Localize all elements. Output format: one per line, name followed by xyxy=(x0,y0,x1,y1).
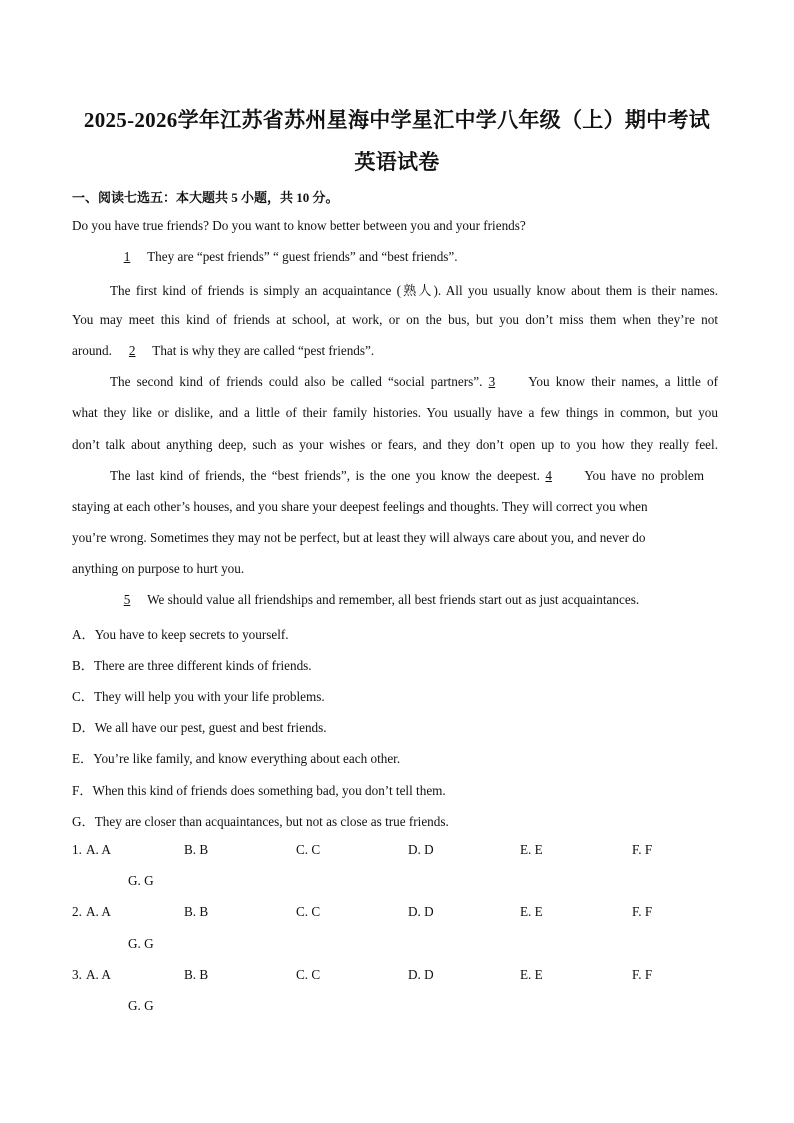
passage-intro: Do you have true friends? Do you want to know better between you and your friends? xyxy=(72,218,526,233)
option-f[interactable]: F. F xyxy=(632,904,653,919)
question-number: 3. xyxy=(72,967,82,982)
option-c[interactable]: C. C xyxy=(296,967,321,982)
paragraph-3-text-pre: The second kind of friends could also be called “social partners”. xyxy=(110,374,483,389)
answer-blank-2: 2 xyxy=(128,343,136,358)
option-e[interactable]: E. E xyxy=(520,904,543,919)
choice-f: F．When this kind of friends does something bad, you don’t tell them. xyxy=(72,783,446,798)
option-g[interactable]: G. G xyxy=(128,873,154,888)
paragraph-2-line-2: You may meet this kind of friends at school, at work, or on the bus, but you don’t miss them when they’re not xyxy=(72,312,718,327)
choice-g: G．They are closer than acquaintances, but not as close as true friends. xyxy=(72,814,449,829)
option-g[interactable]: G. G xyxy=(128,998,154,1013)
paragraph-3-text-post: You know their names, a little of xyxy=(528,374,719,389)
option-c[interactable]: C. C xyxy=(296,842,321,857)
option-g[interactable]: G. G xyxy=(128,936,154,951)
paragraph-2-line-3 xyxy=(72,343,374,359)
paragraph-1 xyxy=(110,249,458,265)
question-number: 2. xyxy=(72,904,82,919)
option-d[interactable]: D. D xyxy=(408,842,434,857)
paragraph-3-line-1 xyxy=(110,374,718,390)
option-a[interactable]: A. A xyxy=(86,842,111,857)
option-b[interactable]: B. B xyxy=(184,904,209,919)
exam-subtitle: 英语试卷 xyxy=(354,150,440,174)
exam-title: 2025-2026学年江苏省苏州星海中学星汇中学八年级（上）期中考试 xyxy=(83,108,711,132)
option-a[interactable]: A. A xyxy=(86,967,111,982)
paragraph-4-text-pre: The last kind of friends, the “best friends”, is the one you know the deepest. xyxy=(110,468,540,483)
choice-e: E．You’re like family, and know everything about each other. xyxy=(72,751,401,766)
option-e[interactable]: E. E xyxy=(520,842,543,857)
paragraph-5-text: We should value all friendships and remember, all best friends start out as just acquaintances. xyxy=(147,592,640,607)
paragraph-4-line-1 xyxy=(110,468,704,484)
option-d[interactable]: D. D xyxy=(408,904,434,919)
section-heading: 一、阅读七选五：本大题共 5 小题，共 10 分。 xyxy=(72,190,339,205)
option-c[interactable]: C. C xyxy=(296,904,321,919)
answer-blank-1: 1 xyxy=(123,249,131,264)
option-a[interactable]: A. A xyxy=(86,904,111,919)
paragraph-2-text-pre: around. xyxy=(72,343,112,358)
choice-c: C．They will help you with your life problems. xyxy=(72,689,325,704)
question-number: 1. xyxy=(72,842,82,857)
option-e[interactable]: E. E xyxy=(520,967,543,982)
paragraph-4-text-post: You have no problem xyxy=(584,468,705,483)
answer-blank-5: 5 xyxy=(123,592,131,607)
paragraph-1-text: They are “pest friends” “ guest friends” and “best friends”. xyxy=(147,249,458,264)
option-b[interactable]: B. B xyxy=(184,842,209,857)
choice-b: B．There are three different kinds of friends. xyxy=(72,658,312,673)
paragraph-4-line-2: staying at each other’s houses, and you share your deepest feelings and thoughts. They will correct you when xyxy=(72,499,648,514)
option-f[interactable]: F. F xyxy=(632,842,653,857)
option-b[interactable]: B. B xyxy=(184,967,209,982)
paragraph-2-text-post: That is why they are called “pest friends”. xyxy=(152,343,375,358)
choice-d: D．We all have our pest, guest and best friends. xyxy=(72,720,327,735)
option-f[interactable]: F. F xyxy=(632,967,653,982)
paragraph-3-line-3: don’t talk about anything deep, such as your wishes or fears, and they don’t open up to you how they really feel. xyxy=(72,437,718,452)
paragraph-3-line-2: what they like or dislike, and a little of their family histories. You usually have a few things in common, but you xyxy=(72,405,718,420)
answer-blank-4: 4 xyxy=(545,468,552,483)
choice-a: A．You have to keep secrets to yourself. xyxy=(72,627,289,642)
paragraph-2-line-1: The first kind of friends is simply an acquaintance (熟人). All you usually know about them is their names. xyxy=(110,283,718,298)
answer-blank-3: 3 xyxy=(488,374,496,389)
paragraph-4-line-4: anything on purpose to hurt you. xyxy=(72,561,245,576)
option-d[interactable]: D. D xyxy=(408,967,434,982)
paragraph-5 xyxy=(110,592,639,608)
paragraph-4-line-3: you’re wrong. Sometimes they may not be perfect, but at least they will always care about you, and never do xyxy=(72,530,646,545)
